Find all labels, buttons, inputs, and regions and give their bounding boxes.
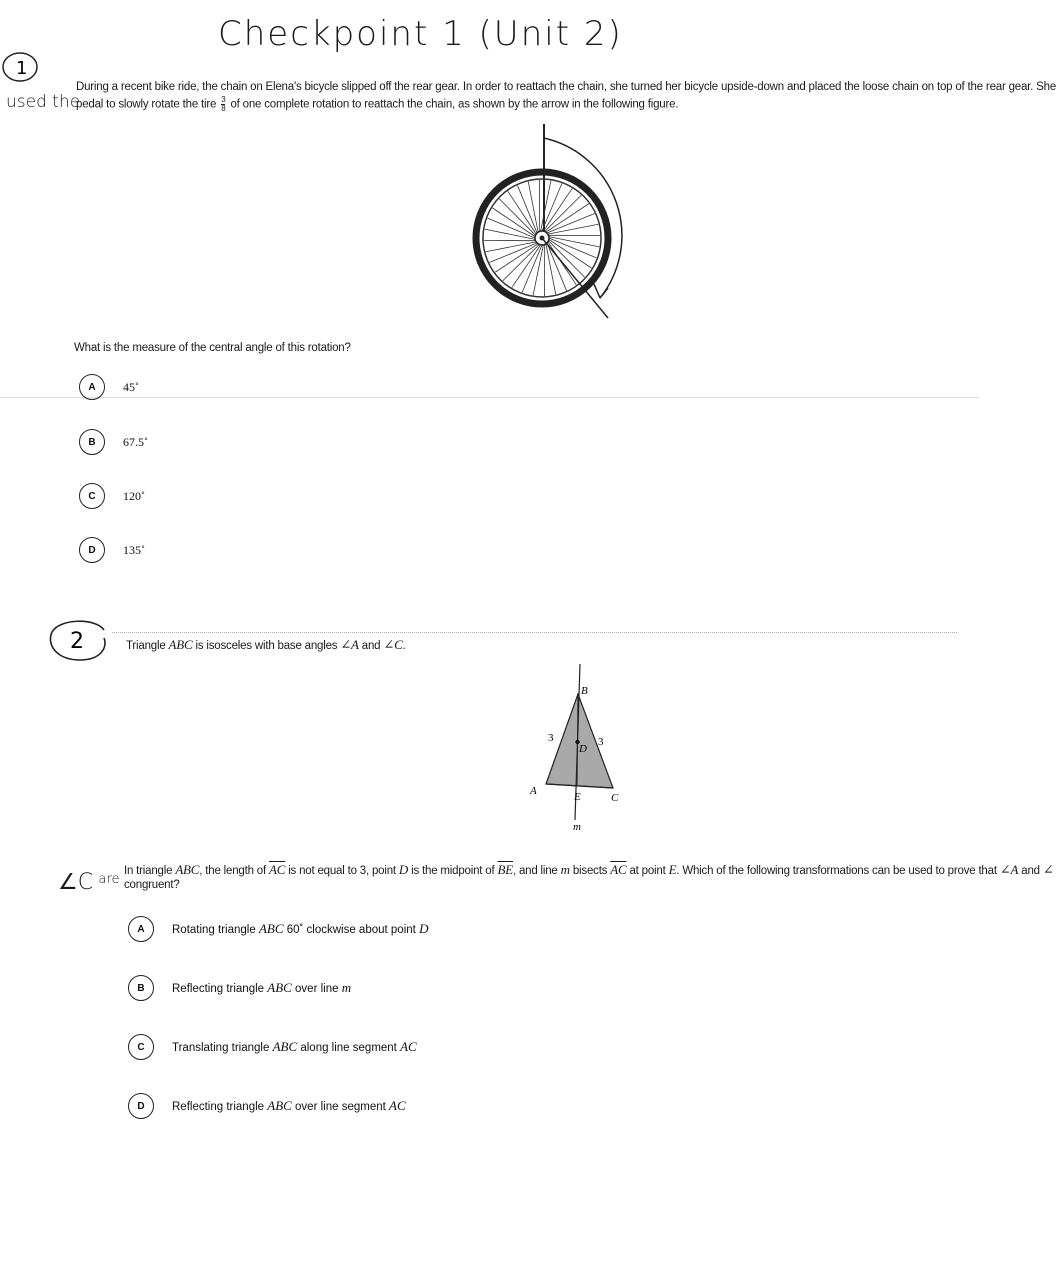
spoke [518,185,538,233]
choice-bubble-c[interactable]: C [128,1034,154,1060]
q2-intro-pre: Triangle [126,640,166,652]
choice-text: 45˚ [123,379,139,394]
fraction-denominator: 8 [221,104,226,113]
q2-text: is not equal to 3, point [288,865,396,877]
question-2-number [46,616,110,664]
fraction [221,96,225,113]
q2-choice-a[interactable] [128,916,428,942]
choice-pre: Rotating triangle [172,924,256,936]
spoke [547,243,567,291]
q2-text: , the length of [199,865,266,877]
q2-prompt-line-2: congruent? [124,879,180,891]
handwritten-note-2 [58,870,120,895]
label-side-right: 3 [598,736,604,748]
q2-line-m: m [560,862,570,877]
scan-line [0,397,979,398]
q2-intro-end: . [402,640,406,652]
choice-pre: Reflecting triangle [172,983,265,995]
q1-stem-post: of one complete rotation to reattach the chain, as shown by the arrow in the following figure. [230,98,679,111]
q2-text: . Which of the following transformations can be used to prove that [676,865,997,877]
spoke [489,243,537,263]
handwritten-note-1: used the [6,92,81,112]
choice-bubble-a[interactable]: A [79,374,105,400]
q2-segment-ac: $\overline{AC}$ [610,862,627,877]
q1-choice-c[interactable] [79,483,145,509]
choice-text [172,980,351,996]
question-1-number [0,50,40,84]
q1-choice-d[interactable] [79,537,145,563]
label-c: C [611,792,619,804]
choice-mid: over line segment [295,1101,386,1113]
triangle-figure [520,660,640,835]
question-1-number-text: 1 [16,58,28,79]
q2-triangle: ABC [175,862,200,877]
choice-bubble-c[interactable]: C [79,483,105,509]
choice-triangle: ABC [267,980,292,995]
q2-angle-c: ∠ [1042,862,1054,877]
choice-end: m [341,980,352,995]
label-side-left: 3 [548,732,554,744]
q2-text: at point [629,865,666,877]
q2-text: , and line [512,865,558,877]
choice-triangle: ABC [258,921,284,936]
circle-mark-icon [46,616,110,664]
q2-choice-c[interactable] [128,1034,417,1060]
handwritten-word: are [98,872,120,887]
q1-stem-pre: pedal to slowly rotate the tire [76,98,217,111]
q2-point-e: E [668,862,677,877]
spoke [541,181,551,231]
q2-intro [126,637,406,653]
choice-text: 67.5˚ [123,434,148,449]
q2-angle-a: ∠A [999,862,1019,877]
q2-prompt-line-1 [124,862,1054,878]
q1-prompt: What is the measure of the central angle of this rotation? [74,342,351,354]
choice-text [172,921,428,937]
q2-choice-d[interactable] [128,1093,406,1119]
choice-pre: Translating triangle [172,1042,270,1054]
arrow-head-icon [594,284,608,298]
question-divider [112,632,957,633]
choice-triangle: ABC [267,1098,292,1113]
choice-pre: Reflecting triangle [172,1101,265,1113]
choice-text [172,1039,417,1055]
q1-choice-b[interactable] [79,429,148,455]
choice-bubble-a[interactable]: A [128,916,154,942]
choice-bubble-b[interactable]: B [79,429,105,455]
q1-stem-line-1: During a recent bike ride, the chain on Elena's bicycle slipped off the rear gear. In order to reattach the chain, she turned her bicycle upside-down and placed the loose chain on top of the rear gear. She [76,81,1056,93]
choice-text: 120˚ [123,488,145,503]
choice-text: 135˚ [123,542,145,557]
page-title: Checkpoint 1 (Unit 2) [218,14,623,54]
choice-mid: along line segment [300,1042,397,1054]
q2-intro-angle-c: ∠C [383,637,403,652]
choice-mid: over line [295,983,339,995]
q2-text: bisects [572,865,608,877]
q2-intro-angle-a: ∠A [340,637,359,652]
q2-segment-be: $\overline{BE}$ [497,862,513,877]
spoke [533,245,543,295]
choice-triangle: ABC [272,1039,298,1054]
choice-end: D [419,921,429,936]
q2-intro-triangle: ABC [168,637,193,652]
q2-intro-and: and [361,640,381,652]
label-d: D [579,743,587,755]
choice-end: AC [400,1039,417,1054]
label-a: A [530,785,537,797]
choice-bubble-d[interactable]: D [128,1093,154,1119]
question-2-number-text: 2 [70,629,84,654]
choice-mid: 60˚ clockwise about point [286,924,416,936]
label-e: E [574,791,581,803]
q2-text: and [1021,865,1040,877]
q2-choice-b[interactable] [128,975,351,1001]
q2-segment-ac: $\overline{AC}$ [268,862,286,877]
label-b: B [581,685,588,697]
q2-text: is the midpoint of [411,865,495,877]
spoke [485,229,535,239]
spoke [549,237,599,247]
fraction-numerator: 3 [221,95,226,104]
choice-end: AC [389,1098,406,1113]
choice-bubble-d[interactable]: D [79,537,105,563]
q2-point-d: D [398,862,409,877]
circle-mark-icon [0,50,40,84]
handwritten-angle: ∠C [58,870,94,895]
choice-bubble-b[interactable]: B [128,975,154,1001]
q2-text: In triangle [124,865,173,877]
choice-text [172,1098,406,1114]
q2-intro-mid: is isosceles with base angles [195,640,338,652]
bicycle-wheel-figure [468,120,638,325]
q1-choice-a[interactable] [79,374,139,400]
q1-stem-line-2 [76,96,678,113]
spoke [547,214,595,234]
label-m: m [573,821,581,833]
